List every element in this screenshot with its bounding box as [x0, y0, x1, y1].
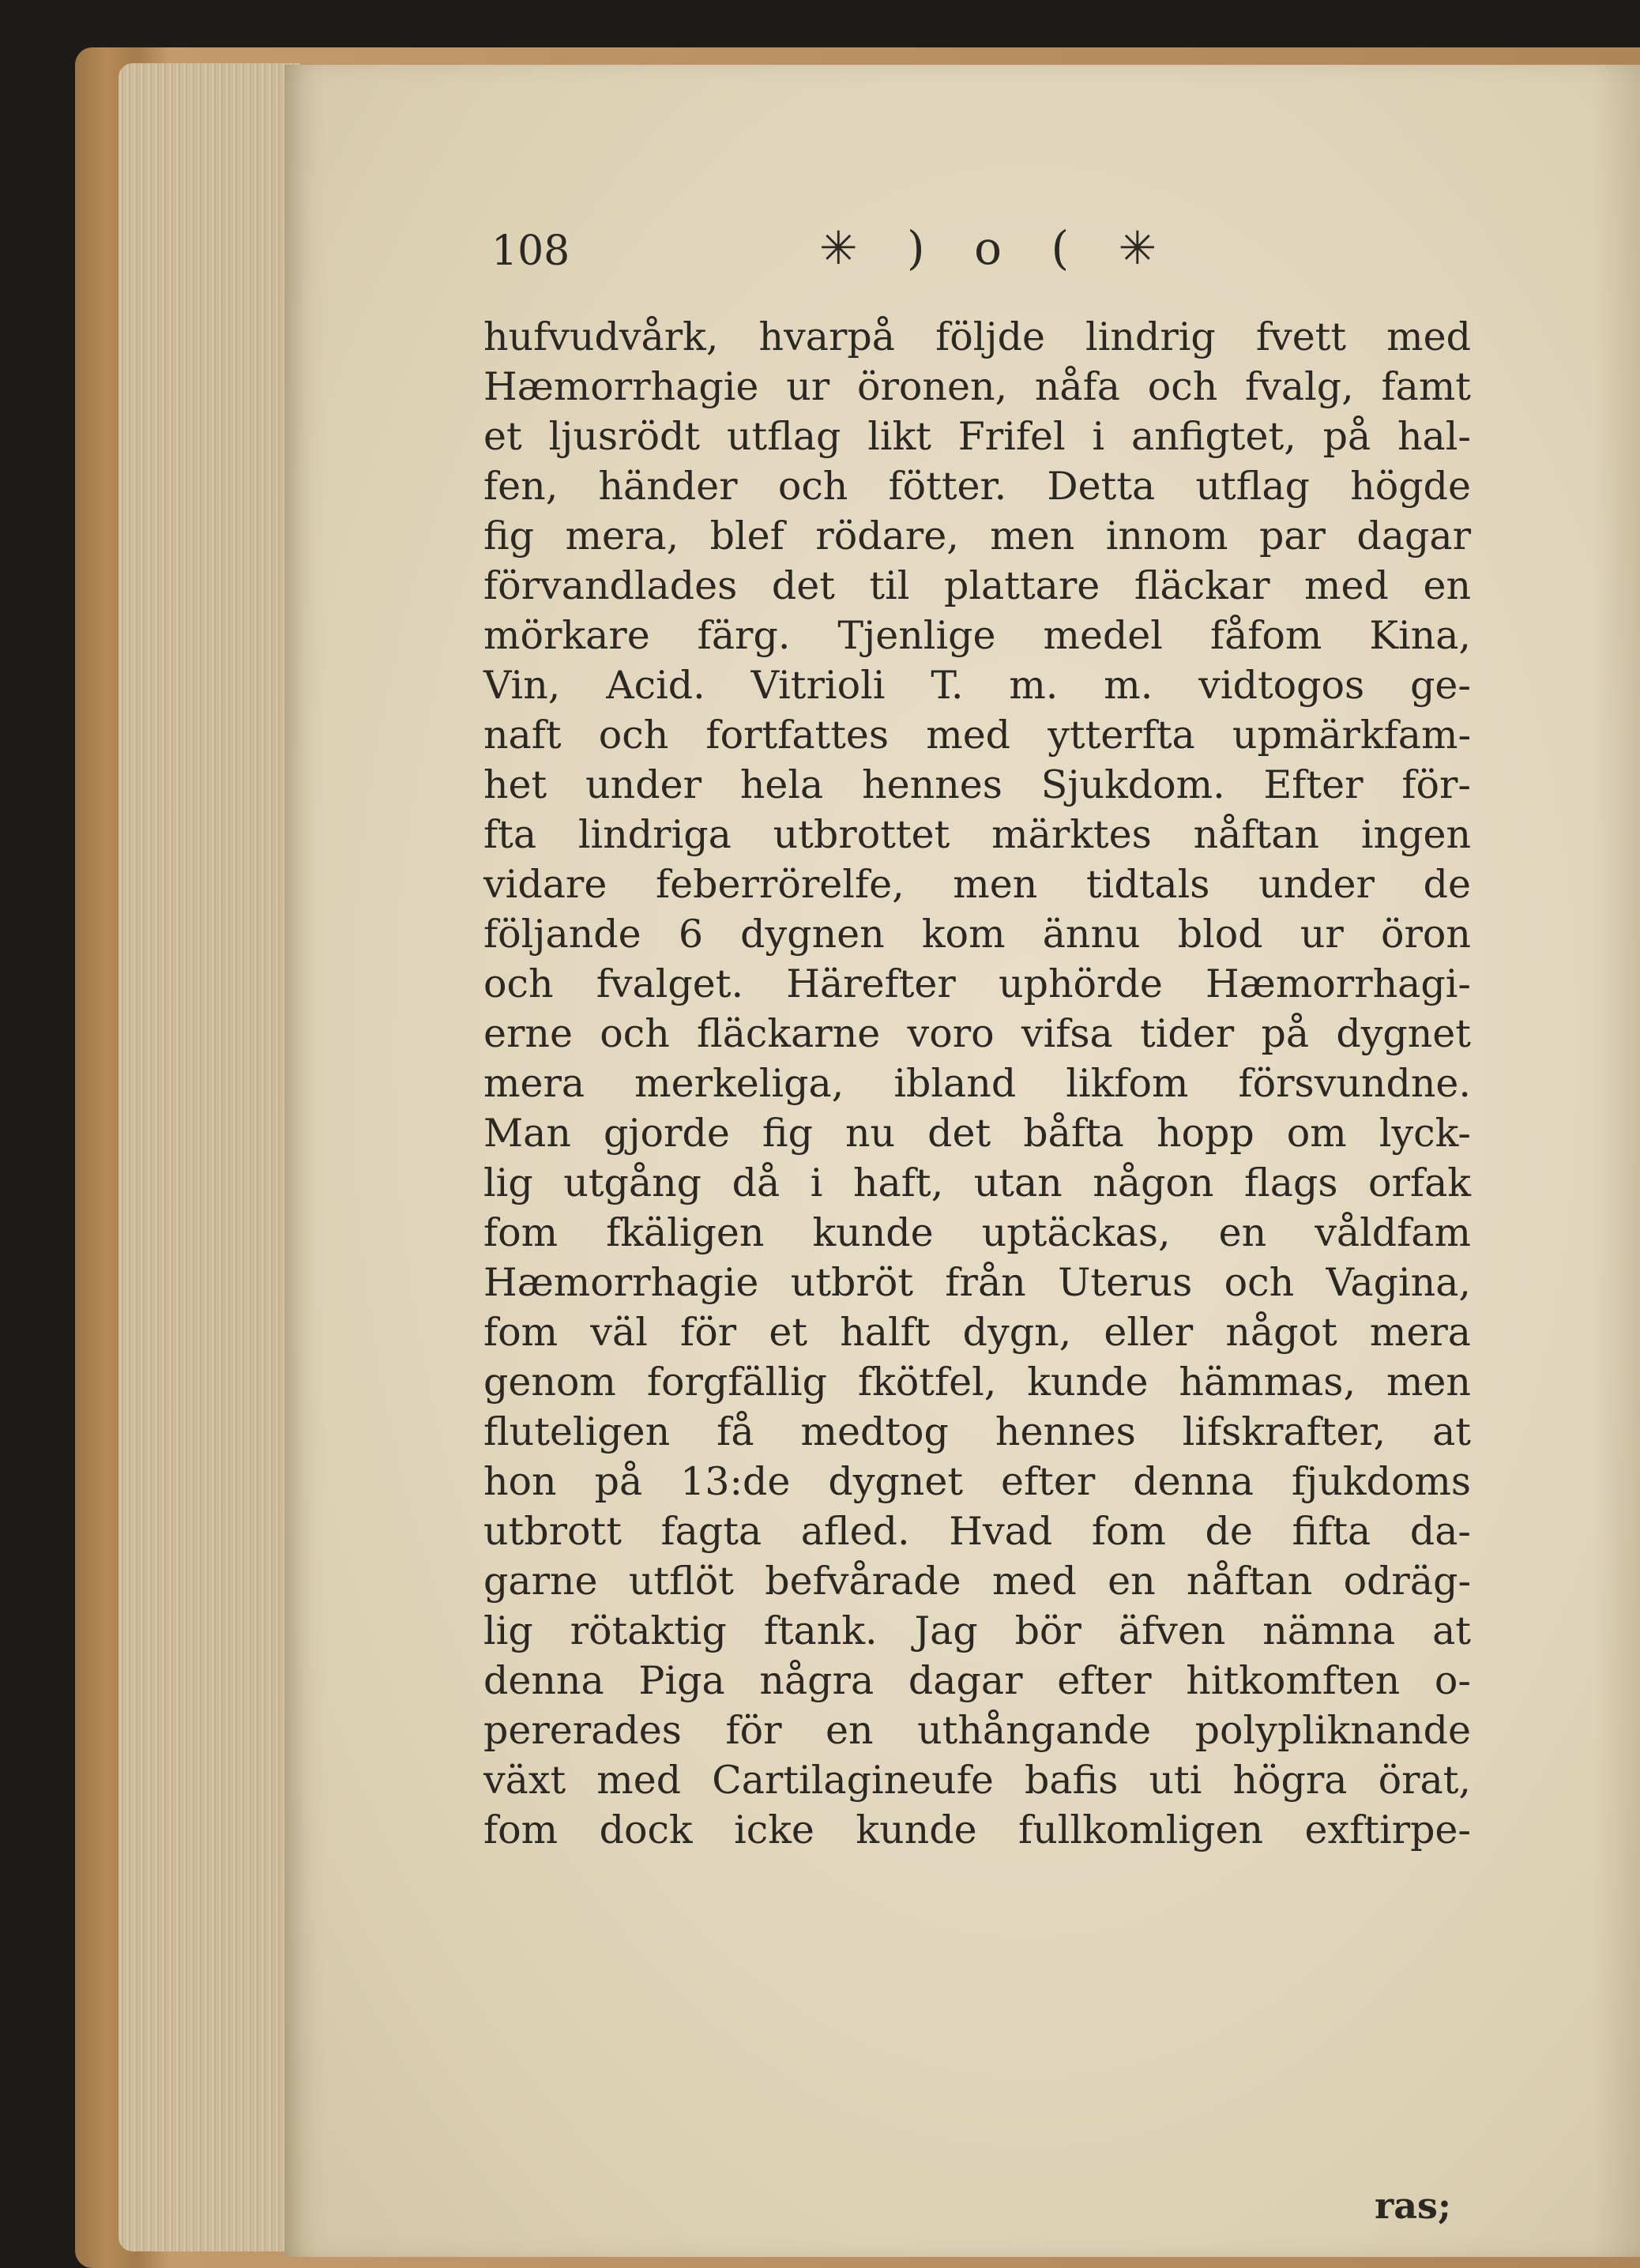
text-line: Hæmorrhagie utbröt från Uterus och Vagina,	[483, 1260, 1471, 1305]
text-line: fom väl för et halft dygn, eller något mera	[483, 1310, 1471, 1355]
text-line: genom forgfällig fkötfel, kunde hämmas, men	[483, 1360, 1471, 1405]
text-line: naft och fortfattes med ytterfta upmärkfam-	[483, 713, 1471, 758]
text-line: Man gjorde fig nu det båfta hopp om lyck-	[483, 1111, 1471, 1156]
catchword: ras;	[1375, 2184, 1451, 2227]
text-line: fluteligen få medtog hennes lifskrafter, at	[483, 1409, 1471, 1454]
text-line: garne utflöt befvårade med en nåftan odräg-	[483, 1559, 1471, 1604]
text-line: Vin, Acid. Vitrioli T. m. m. vidtogos ge-	[483, 663, 1471, 708]
text-line: denna Piga några dagar efter hitkomften o-	[483, 1658, 1471, 1703]
text-line: lig rötaktig ftank. Jag bör äfven nämna at	[483, 1608, 1471, 1653]
text-line: fta lindriga utbrottet märktes nåftan ingen	[483, 812, 1471, 857]
text-line: mera merkeliga, ibland likfom försvundne.	[483, 1061, 1471, 1106]
page-header	[491, 221, 1566, 284]
page-gutter-shadow	[1593, 65, 1640, 2257]
text-line: och fvalget. Härefter uphörde Hæmorrhagi-	[483, 961, 1471, 1006]
text-line: fom fkäligen kunde uptäckas, en våldfam	[483, 1210, 1471, 1255]
text-line: pererades för en uthångande polypliknande	[483, 1708, 1471, 1753]
text-line: het under hela hennes Sjukdom. Efter för-	[483, 762, 1471, 807]
text-line: växt med Cartilagineufe bafis uti högra örat,	[483, 1758, 1471, 1803]
text-line: erne och fläckarne voro vifsa tider på dygnet	[483, 1011, 1471, 1056]
text-line: följande 6 dygnen kom ännu blod ur öron	[483, 912, 1471, 957]
text-line: et ljusrödt utflag likt Frifel i anfigtet, på hal-	[483, 414, 1471, 459]
text-line: fen, händer och fötter. Detta utflag högde	[483, 464, 1471, 509]
page-number: 108	[491, 228, 570, 275]
text-line: hufvudvårk, hvarpå följde lindrig fvett med	[483, 314, 1471, 359]
text-line: vidare feberrörelfe, men tidtals under de	[483, 862, 1471, 907]
text-line: hon på 13:de dygnet efter denna fjukdoms	[483, 1459, 1471, 1504]
running-head: ✳ ) o ( ✳	[819, 221, 1175, 275]
text-line: Hæmorrhagie ur öronen, nåfa och fvalg, famt	[483, 364, 1471, 409]
text-line: fom dock icke kunde fullkomligen exftirpe-	[483, 1807, 1471, 1852]
text-line: lig utgång då i haft, utan någon flags orfak	[483, 1160, 1471, 1205]
text-line: fig mera, blef rödare, men innom par dagar	[483, 513, 1471, 559]
text-line: utbrott fagta afled. Hvad fom de fifta da-	[483, 1509, 1471, 1554]
body-text	[483, 312, 1471, 1855]
text-line: förvandlades det til plattare fläckar med en	[483, 563, 1471, 608]
page-edges	[118, 63, 300, 2251]
text-line: mörkare färg. Tjenlige medel fåfom Kina,	[483, 613, 1471, 658]
